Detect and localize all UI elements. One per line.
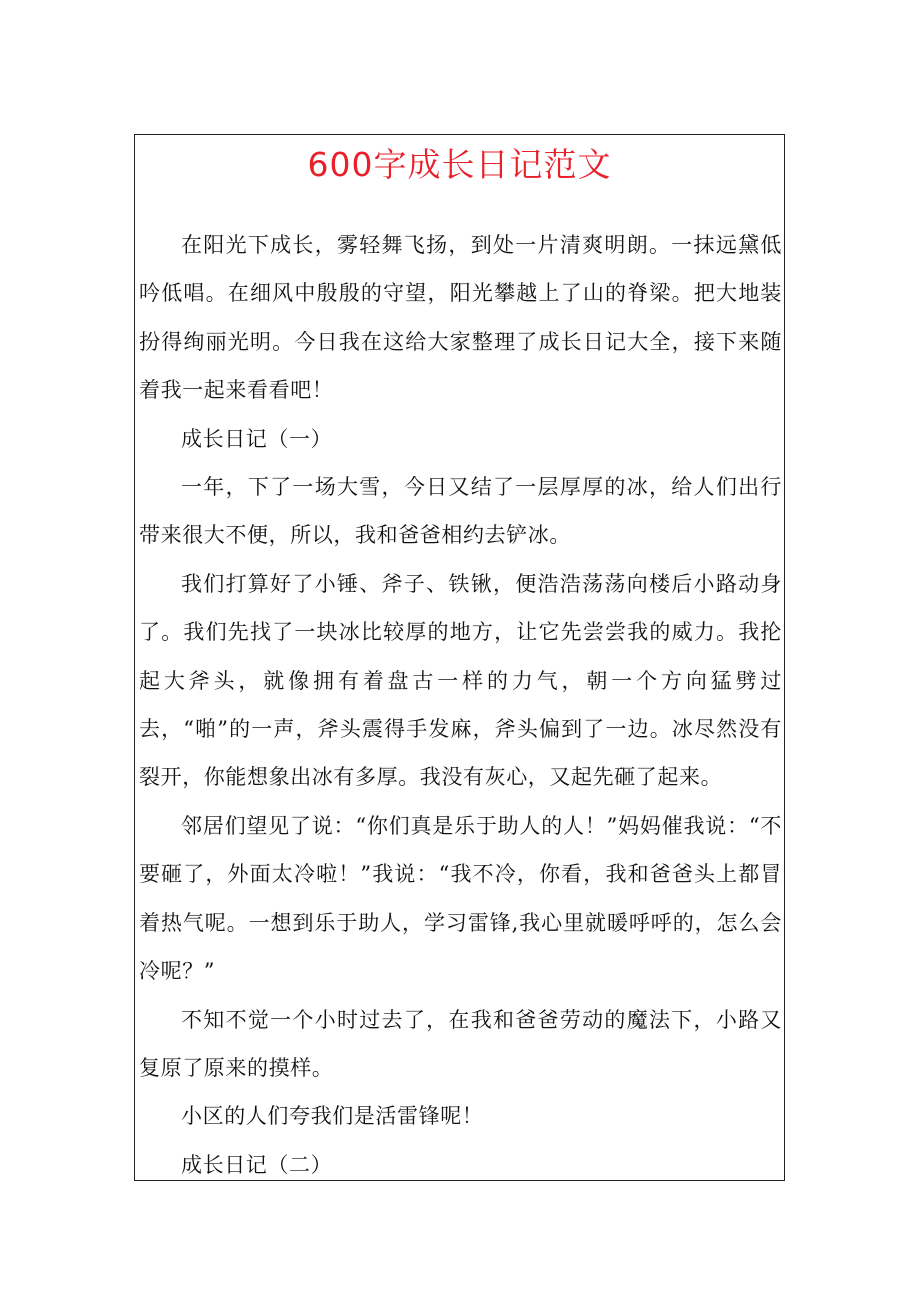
body-paragraph: 邻居们望见了说：“你们真是乐于助人的人！”妈妈催我说：“不要砸了，外面太冷啦！”我说：“我不冷，你看，我和爸爸头上都冒着热气呢。一想到乐于助人，学习雷锋,我心里就暖呼呼的，怎么会冷呢？”	[139, 813, 782, 984]
section-heading-1: 成长日记（一）	[181, 426, 333, 451]
body-paragraph: 一年，下了一场大雪，今日又结了一层厚厚的冰，给人们出行带来很大不便，所以，我和爸爸相约去铲冰。	[139, 475, 782, 548]
body-paragraph: 不知不觉一个小时过去了，在我和爸爸劳动的魔法下，小路又复原了原来的摸样。	[139, 1007, 782, 1080]
intro-paragraph: 在阳光下成长，雾轻舞飞扬，到处一片清爽明朗。一抹远黛低吟低唱。在细风中殷殷的守望，阳光攀越上了山的脊梁。把大地装扮得绚丽光明。今日我在这给大家整理了成长日记大全，接下来随着我一起来看看吧！	[139, 233, 782, 403]
document-title: 600字成长日记范文	[307, 145, 612, 184]
document-frame	[134, 134, 785, 1181]
document-body	[135, 195, 784, 1181]
section-heading-2: 成长日记（二）	[181, 1152, 333, 1177]
body-paragraph: 我们打算好了小锤、斧子、铁锹，便浩浩荡荡向楼后小路动身了。我们先找了一块冰比较厚的地方，让它先尝尝我的威力。我抡起大斧头，就像拥有着盘古一样的力气，朝一个方向猛劈过去，“啪”的一声，斧头震得手发麻，斧头偏到了一边。冰尽然没有裂开，你能想象出冰有多厚。我没有灰心，又起先砸了起来。	[139, 571, 782, 790]
body-paragraph: 小区的人们夸我们是活雷锋呢！	[181, 1104, 484, 1129]
